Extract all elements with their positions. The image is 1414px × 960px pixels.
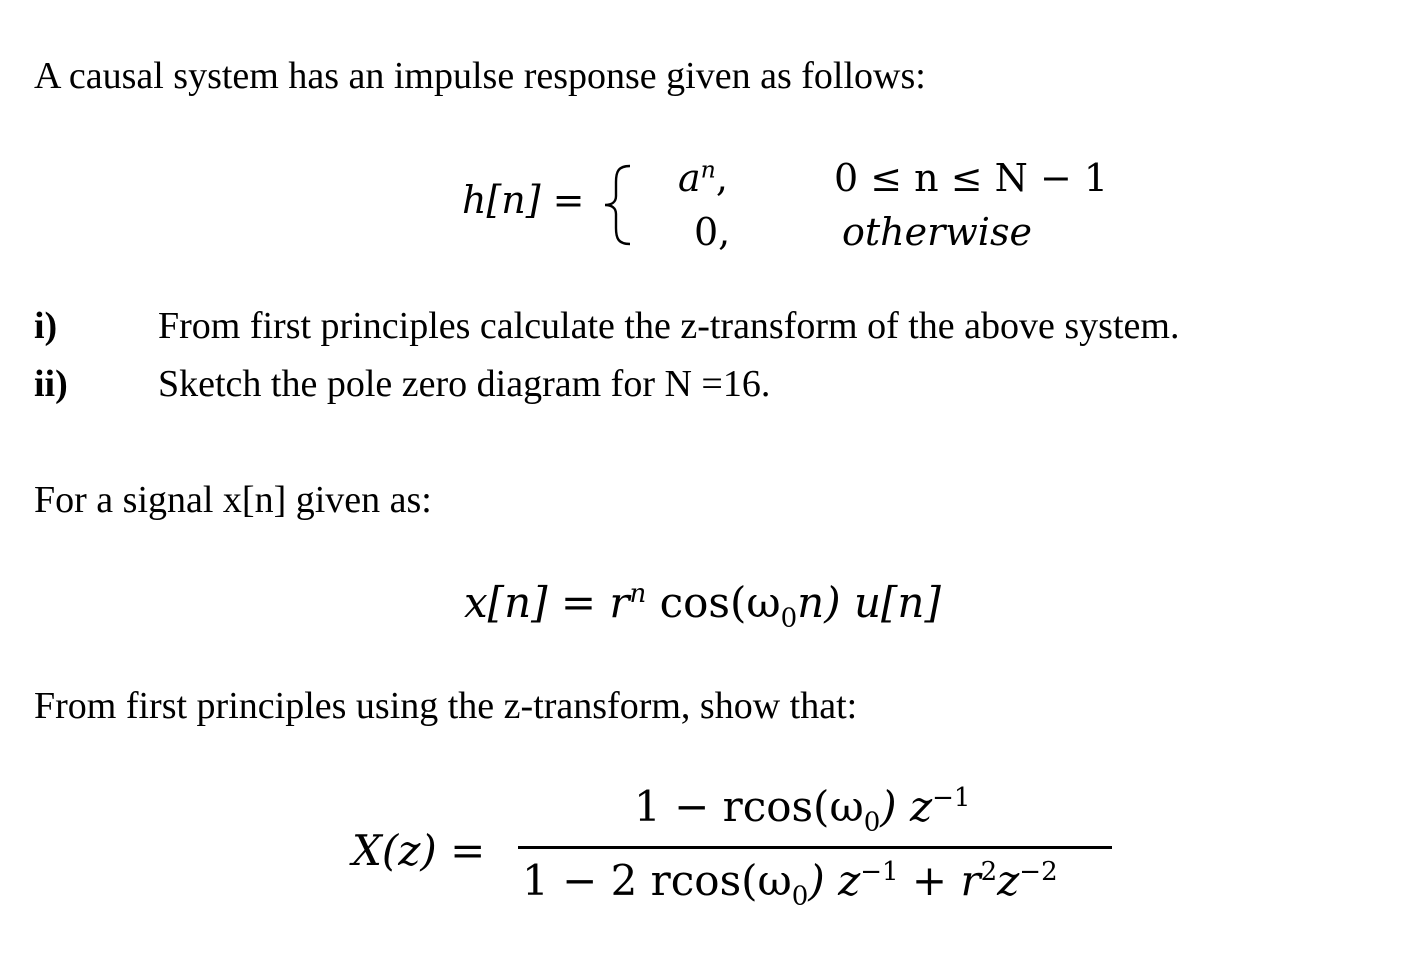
question-label: i) xyxy=(34,305,58,347)
signal-intro-text: For a signal x[n] given as: xyxy=(34,479,432,521)
numerator: $1 - rcos(\omega_0)$ $z^{-1}$ xyxy=(634,782,971,838)
question-text: Sketch the pole zero diagram for N =16. xyxy=(158,363,771,405)
case1-value: $a^n$, xyxy=(678,155,728,200)
impulse-response-lhs: h[n] = xyxy=(462,178,585,222)
question-text: From first principles calculate the z-transform of the above system. xyxy=(158,305,1180,347)
intro-text: A causal system has an impulse response given as follows: xyxy=(34,55,926,97)
transform-lhs: X(z) = xyxy=(352,826,486,875)
signal-equation: $x[n] = r^n$ $\cos(\omega_0n)$ u[n] xyxy=(464,578,941,634)
fraction-bar xyxy=(518,846,1112,849)
case2-condition: otherwise xyxy=(842,210,1032,254)
case2-value: 0, xyxy=(694,210,731,254)
question-label: ii) xyxy=(34,363,68,405)
denominator: 1 − 2 $rcos(\omega_0) z^{-1} + r^2z^{-2}$ xyxy=(522,856,1058,912)
show-intro-text: From first principles using the z-transform, show that: xyxy=(34,685,858,727)
case1-condition: 0 ≤ n ≤ N − 1 xyxy=(834,156,1109,200)
left-brace-icon xyxy=(600,162,636,248)
